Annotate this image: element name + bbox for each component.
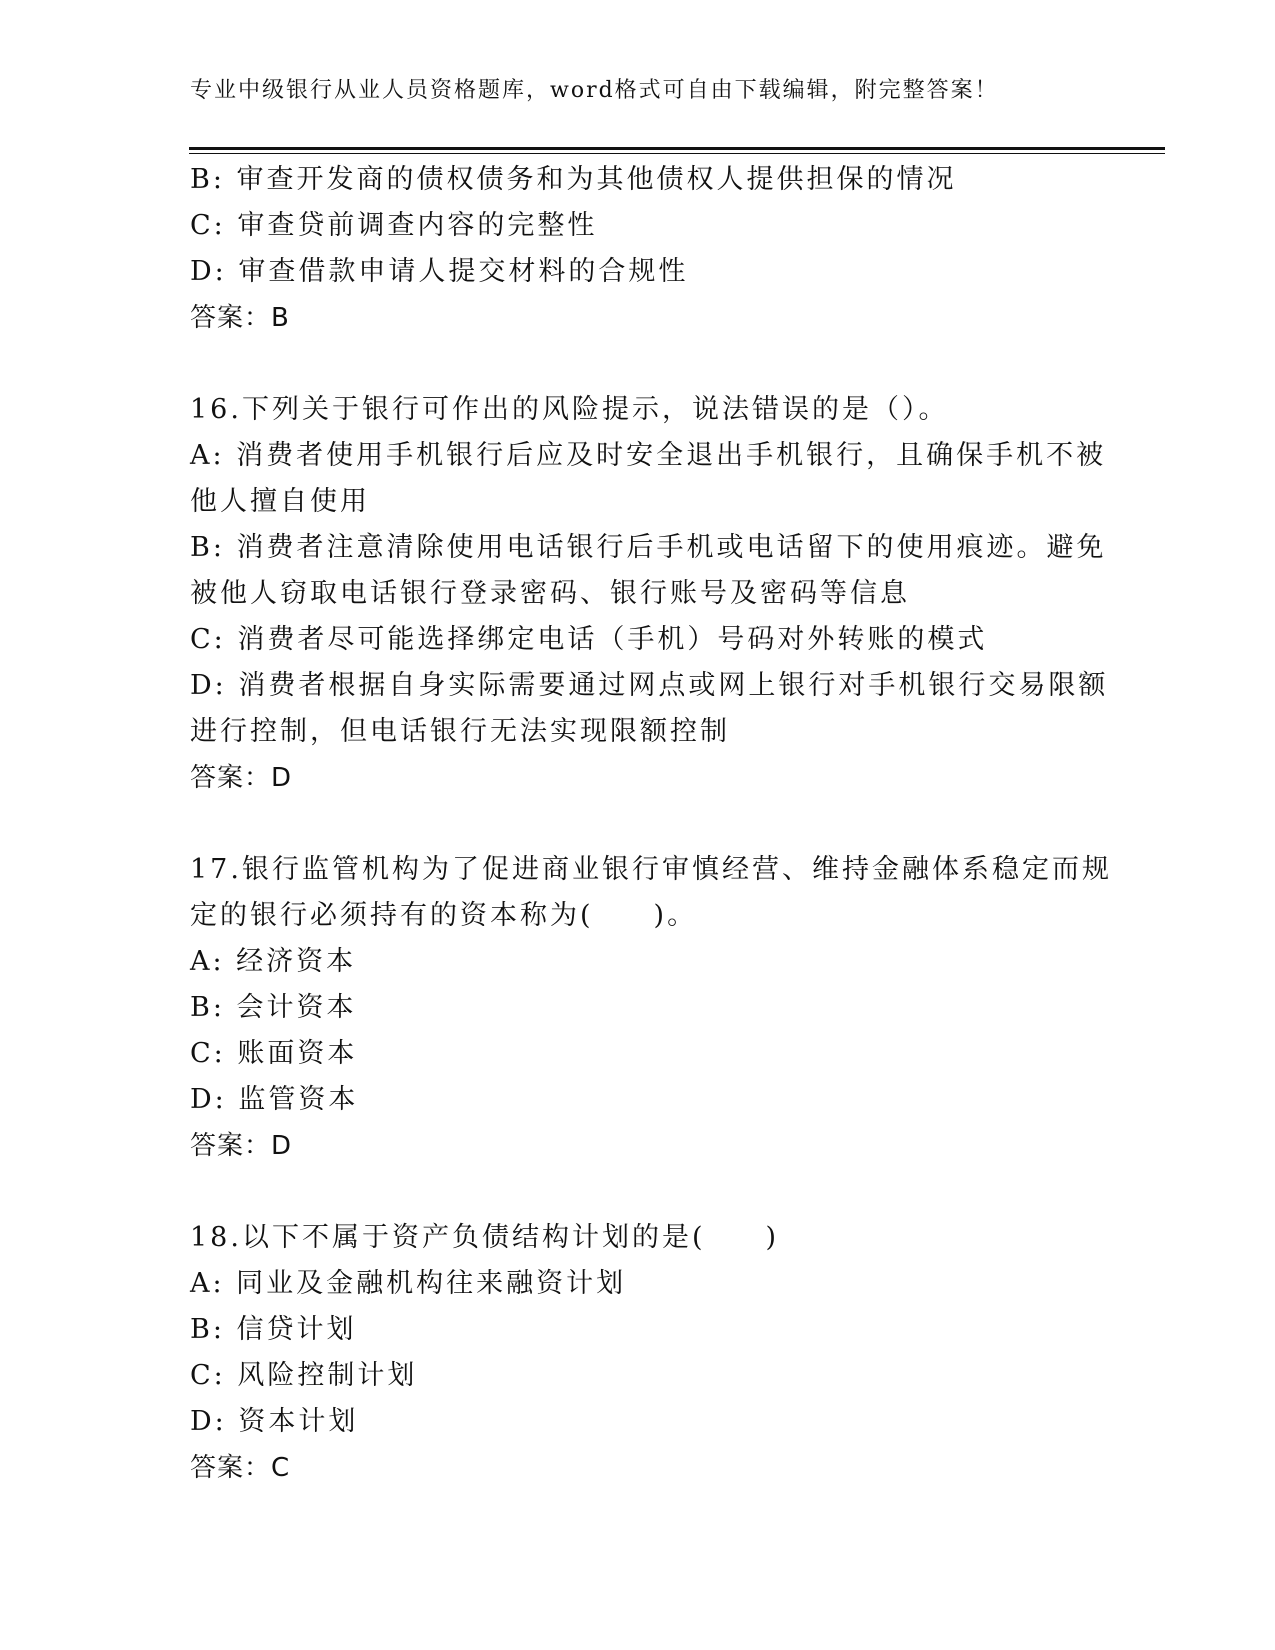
q18-option-d: D: 资本计划 [190, 1406, 359, 1437]
question-17 [190, 847, 1112, 1169]
question-15-tail [190, 157, 1080, 341]
q18-option-c: C: 风险控制计划 [190, 1360, 418, 1391]
q17-answer: 答案：D [190, 1131, 293, 1161]
q15-option-d: D: 审查借款申请人提交材料的合规性 [190, 256, 689, 287]
q15-answer: 答案：B [190, 303, 290, 333]
q17-option-a: A: 经济资本 [190, 946, 357, 977]
q15-option-c: C: 审查贷前调查内容的完整性 [190, 210, 598, 241]
q17-stem: 17.银行监管机构为了促进商业银行审慎经营、维持金融体系稳定而规 [190, 854, 1112, 885]
q18-stem: 18.以下不属于资产负债结构计划的是( ) [190, 1222, 780, 1253]
header-rule-thick [189, 147, 1165, 150]
q18-option-b: B: 信贷计划 [190, 1314, 357, 1345]
q17-option-c: C: 账面资本 [190, 1038, 358, 1069]
q15-option-b: B: 审查开发商的债权债务和为其他债权人提供担保的情况 [190, 164, 957, 195]
q17-option-d: D: 监管资本 [190, 1084, 359, 1115]
q17-option-b: B: 会计资本 [190, 992, 357, 1023]
q17-stem-cont: 定的银行必须持有的资本称为( )。 [190, 900, 698, 931]
q16-option-b: B: 消费者注意清除使用电话银行后手机或电话留下的使用痕迹。避免 [190, 532, 1107, 563]
q16-option-d: D: 消费者根据自身实际需要通过网点或网上银行对手机银行交易限额 [190, 670, 1109, 701]
question-18 [190, 1215, 1080, 1491]
q18-answer: 答案：C [190, 1453, 291, 1483]
question-16 [190, 387, 1109, 801]
header-rule-thin [189, 153, 1165, 154]
q16-option-d-cont: 进行控制，但电话银行无法实现限额控制 [190, 716, 730, 747]
q16-answer: 答案：D [190, 763, 293, 793]
q16-option-a-cont: 他人擅自使用 [190, 486, 370, 517]
q16-option-c: C: 消费者尽可能选择绑定电话（手机）号码对外转账的模式 [190, 624, 988, 655]
q18-option-a: A: 同业及金融机构往来融资计划 [190, 1268, 627, 1299]
page-header: 专业中级银行从业人员资格题库，word格式可自由下载编辑，附完整答案！ [190, 78, 999, 103]
q16-stem: 16.下列关于银行可作出的风险提示，说法错误的是（）。 [190, 394, 949, 425]
question-content [190, 157, 1112, 1491]
q16-option-a: A: 消费者使用手机银行后应及时安全退出手机银行，且确保手机不被 [190, 440, 1107, 471]
q16-option-b-cont: 被他人窃取电话银行登录密码、银行账号及密码等信息 [190, 578, 910, 609]
